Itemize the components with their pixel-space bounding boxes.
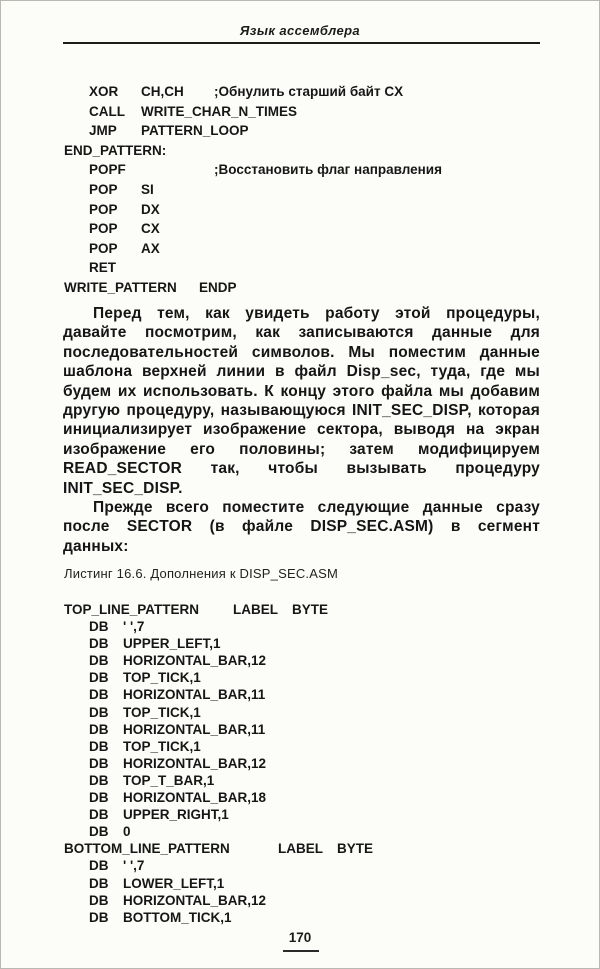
code-segment: POP <box>89 221 118 237</box>
code-line <box>64 687 574 704</box>
code-segment: JMP <box>89 123 117 139</box>
code-line <box>64 123 574 143</box>
code-segment: TOP_TICK,1 <box>123 704 201 720</box>
code-line <box>64 670 574 687</box>
code-line <box>64 280 574 300</box>
code-segment: HORIZONTAL_BAR,12 <box>123 653 267 669</box>
code-segment: DB <box>89 704 109 720</box>
code-listing-16-6 <box>64 602 574 927</box>
code-segment: TOP_TICK,1 <box>123 738 201 754</box>
code-segment: DB <box>89 619 109 635</box>
code-line <box>64 893 574 910</box>
paragraph: Прежде всего поместите следующие данные сразу после SECTOR (в файле DISP_SEC.ASM) в сегмент данных: <box>63 499 540 555</box>
code-segment: POP <box>89 240 118 256</box>
code-segment: DB <box>89 721 109 737</box>
code-segment: POP <box>89 201 118 217</box>
code-line <box>64 602 574 619</box>
code-segment: ' ',7 <box>123 619 145 635</box>
code-segment: UPPER_RIGHT,1 <box>123 807 229 823</box>
code-segment: DB <box>89 636 109 652</box>
code-listing-top <box>64 84 574 300</box>
code-line <box>64 910 574 927</box>
code-line <box>64 858 574 875</box>
code-segment: PATTERN_LOOP <box>141 123 249 139</box>
code-line <box>64 84 574 104</box>
code-segment: DB <box>89 738 109 754</box>
code-line <box>64 705 574 722</box>
code-line <box>64 841 574 858</box>
code-segment: DB <box>89 807 109 823</box>
code-line <box>64 807 574 824</box>
code-line <box>64 653 574 670</box>
code-line <box>64 790 574 807</box>
footer-rule <box>283 950 319 952</box>
code-segment: HORIZONTAL_BAR,11 <box>123 721 266 737</box>
code-segment: HORIZONTAL_BAR,12 <box>123 892 267 908</box>
code-segment: BYTE <box>292 602 329 617</box>
code-segment: DB <box>89 875 109 891</box>
code-segment: BYTE <box>337 841 374 857</box>
code-segment: POPF <box>89 162 126 178</box>
code-segment: ;Обнулить старший байт CX <box>214 84 404 99</box>
code-segment: BOTTOM_LINE_PATTERN <box>64 841 230 857</box>
code-segment: ENDP <box>199 279 237 295</box>
code-segment: DB <box>89 858 109 874</box>
code-line <box>64 182 574 202</box>
code-line <box>64 636 574 653</box>
code-segment: WRITE_PATTERN <box>64 279 177 295</box>
code-line <box>64 739 574 756</box>
code-line <box>64 202 574 222</box>
paragraph: Перед тем, как увидеть работу этой процедуры, давайте посмотрим, как записываются данные для последовательностей символов. Мы поместим данные шаблона верхней линии в файл Disp_sec, туда, где мы будем их использовать. К концу этого файла мы добавим другую процедуру, называющуюся INIT_SEC_DISP, которая инициализирует изображение сектора, выводя на экран изображение его половины; затем модифицируем READ_SECTOR так, чтобы вызывать процедуру INIT_SEC_DISP. <box>63 305 540 497</box>
code-segment: DB <box>89 772 109 788</box>
code-segment: DB <box>89 687 109 703</box>
code-segment: WRITE_CHAR_N_TIMES <box>141 103 298 119</box>
code-segment: LOWER_LEFT,1 <box>123 875 225 891</box>
code-segment: DB <box>89 909 109 925</box>
code-segment: END_PATTERN: <box>64 142 167 158</box>
code-segment: 0 <box>123 824 131 840</box>
code-segment: DB <box>89 892 109 908</box>
code-segment: LABEL <box>278 841 323 857</box>
code-line <box>64 143 574 163</box>
code-segment: CH,CH <box>141 84 184 99</box>
code-segment: RET <box>89 260 116 276</box>
code-segment: LABEL <box>233 602 278 617</box>
code-line <box>64 221 574 241</box>
code-segment: DB <box>89 755 109 771</box>
code-line <box>64 241 574 261</box>
code-segment: CALL <box>89 103 125 119</box>
code-segment: HORIZONTAL_BAR,11 <box>123 687 266 703</box>
code-segment: SI <box>141 181 154 197</box>
code-segment: TOP_LINE_PATTERN <box>64 602 200 617</box>
code-segment: HORIZONTAL_BAR,18 <box>123 790 267 806</box>
code-segment: BOTTOM_TICK,1 <box>123 909 232 925</box>
code-segment: XOR <box>89 84 119 99</box>
code-segment: TOP_T_BAR,1 <box>123 772 215 788</box>
code-segment: DB <box>89 790 109 806</box>
code-segment: CX <box>141 221 160 237</box>
page-number: 170 <box>288 930 312 945</box>
code-segment: POP <box>89 181 118 197</box>
code-line <box>64 876 574 893</box>
code-line <box>64 756 574 773</box>
code-segment: AX <box>141 240 160 256</box>
code-line <box>64 722 574 739</box>
code-segment: UPPER_LEFT,1 <box>123 636 221 652</box>
code-line <box>64 260 574 280</box>
code-segment: DB <box>89 653 109 669</box>
body-text <box>63 304 540 556</box>
running-head: Язык ассемблера <box>239 23 361 38</box>
code-line <box>64 824 574 841</box>
code-line <box>64 619 574 636</box>
code-segment: ;Восстановить флаг направления <box>214 162 442 178</box>
code-segment: ' ',7 <box>123 858 145 874</box>
code-segment: DX <box>141 201 160 217</box>
code-line <box>64 773 574 790</box>
header-rule <box>63 42 540 44</box>
code-segment: HORIZONTAL_BAR,12 <box>123 755 267 771</box>
code-segment: TOP_TICK,1 <box>123 670 201 686</box>
code-line <box>64 104 574 124</box>
code-segment: DB <box>89 824 109 840</box>
listing-caption: Листинг 16.6. Дополнения к DISP_SEC.ASM <box>64 566 339 581</box>
code-segment: DB <box>89 670 109 686</box>
code-line <box>64 162 574 182</box>
